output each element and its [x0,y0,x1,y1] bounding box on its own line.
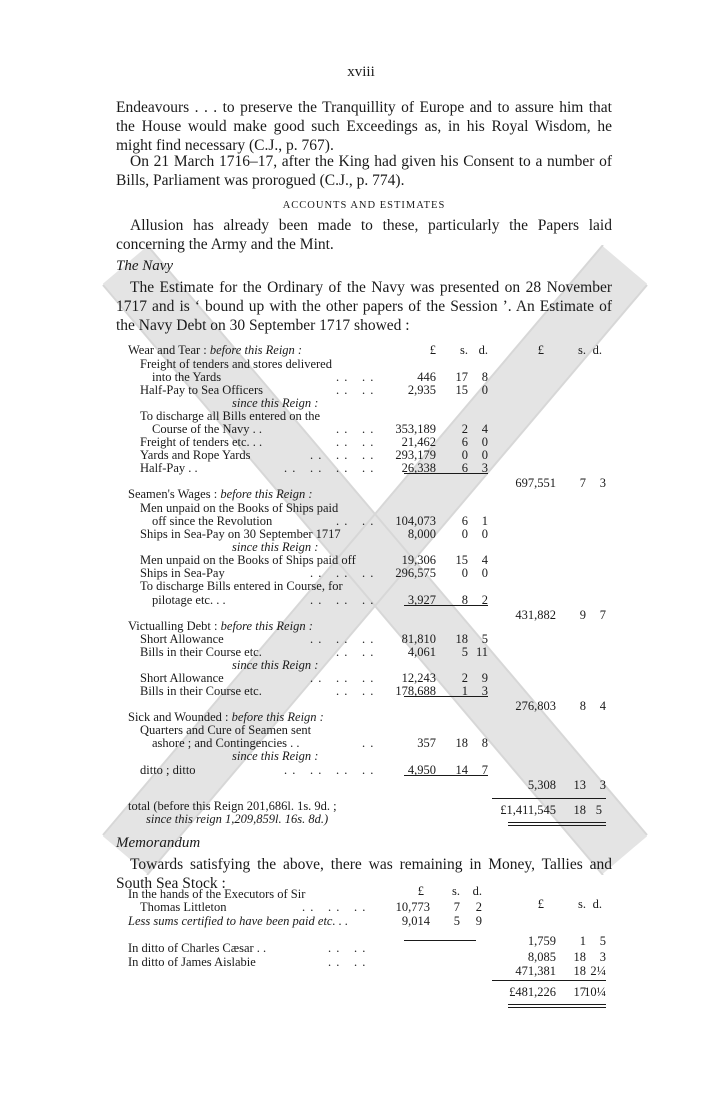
navy-leader-dots: . . [336,370,349,384]
navy-row-pence: 3 [481,461,488,475]
grand-total-label-2: since this reign 1,209,859l. 16s. 8d.) [146,812,329,826]
section-heading: ACCOUNTS AND ESTIMATES [282,200,446,211]
navy-row-pence: 0 [481,527,488,541]
navy-leader-dots: . . [310,632,323,646]
navy-row-text: Short Allowance [140,632,224,646]
navy-row-italic: before this Reign : [220,487,313,501]
memo-subtotal-pounds: 1,759 [527,934,556,948]
navy-leader-dots: . . [336,566,349,580]
navy-leader-dots: . . [362,448,375,462]
navy-row-pounds: 8,000 [407,527,436,541]
memo-total-rule-top [492,980,606,981]
navy-row-pence: 0 [481,435,488,449]
navy-leader-dots: . . [362,566,375,580]
memo-col-head-pound: £ [417,884,424,898]
navy-row-pence: 4 [481,422,488,436]
navy-row-pounds: 4,061 [407,645,436,659]
navy-leader-dots: . . [310,566,323,580]
navy-row-text: pilotage etc. . . [152,593,226,607]
paragraph-2: On 21 March 1716–17, after the King had given his Consent to a number of Bills, Parliament was prorogued (C.J., p. 774). [116,153,612,189]
memo-leader-dots: . . [328,941,341,955]
memo-row-pence: 9 [475,914,482,928]
memo-col-head-pound-total: £ [537,897,544,911]
memo-col-head-shilling: s. [452,884,460,898]
col-head-pence-total: d. [592,343,602,357]
navy-row-pence: 5 [481,632,488,646]
navy-subtotal-shillings: 13 [573,778,586,792]
navy-subtotal-pounds: 276,803 [515,699,556,713]
navy-row-pounds: 293,179 [395,448,436,462]
navy-row-italic: since this Reign : [232,658,319,672]
navy-leader-dots: . . [284,763,297,777]
navy-row-italic: since this Reign : [232,396,319,410]
navy-row-text: Bills in their Course etc. [140,645,262,659]
navy-leader-dots: . . [336,645,349,659]
navy-row-italic: before this Reign : [209,343,303,357]
paragraph-3: Allusion has already been made to these, particularly the Papers laid concerning the Army and the Mint. [116,217,612,253]
memo-subtotal-pounds: 8,085 [527,950,556,964]
memo-row-pounds: 10,773 [395,900,430,914]
col-head-pound: £ [429,343,436,357]
memo-subtotal-shillings: 18 [573,950,586,964]
navy-leader-dots: . . [336,632,349,646]
memo-row-label [140,900,226,915]
navy-row-shillings: 6 [461,461,468,475]
navy-row-pence: 1 [481,514,488,528]
navy-row-shillings: 6 [461,514,468,528]
navy-subtotal-shillings: 9 [579,608,586,622]
navy-row-text: off since the Revolution [152,514,273,528]
memo-col-head-pence-total: d. [592,897,602,911]
navy-leader-dots: . . [336,593,349,607]
col-head-pound-total: £ [537,343,544,357]
memo-leader-dots: . . [302,900,315,914]
navy-row-shillings: 14 [455,763,468,777]
memo-row-shillings: 7 [453,900,460,914]
navy-row-italic: since this Reign : [232,540,319,554]
navy-subtotal-shillings: 7 [579,476,586,490]
navy-subtotal-pounds: 431,882 [515,608,556,622]
navy-row-text: Yards and Rope Yards [140,448,251,462]
navy-row-shillings: 8 [461,593,468,607]
navy-row-text: To discharge Bills entered in Course, for [140,579,343,593]
navy-row-italic: before this Reign : [231,710,324,724]
paragraph-4: The Estimate for the Ordinary of the Navy was presented on 28 November 1717 and is ‘ bound up with the other papers of the Session ’. An Estimate of the Navy Debt on 30 September 1717 showed : [116,279,612,334]
navy-leader-dots: . . [362,383,375,397]
navy-leader-dots: . . [336,435,349,449]
navy-leader-dots: . . [362,645,375,659]
memo-subtotal-pence: 5 [599,934,606,948]
navy-leader-dots: . . [362,461,375,475]
grand-total-pence: 5 [595,803,602,817]
navy-row-pence: 0 [481,383,488,397]
navy-leader-dots: . . [336,763,349,777]
memo-subtotal-shillings: 1 [579,934,586,948]
memo-row-pounds: 9,014 [401,914,430,928]
navy-row-text: Sick and Wounded : [128,710,232,724]
memo-total-rule-double [508,1004,606,1008]
navy-row-shillings: 0 [461,448,468,462]
navy-row-pence: 4 [481,553,488,567]
navy-leader-dots: . . [310,671,323,685]
navy-row-pounds: 446 [417,370,436,384]
navy-heading: The Navy [116,258,174,274]
memo-subtotal-rule [404,940,476,941]
memo-col-head-pence: d. [472,884,482,898]
navy-row-pence: 3 [481,684,488,698]
navy-subtotal-pounds: 5,308 [527,778,556,792]
col-head-shilling: s. [460,343,468,357]
col-head-shilling-total: s. [578,343,586,357]
memo-row-shillings: 5 [453,914,460,928]
navy-row-text: Quarters and Cure of Seamen sent [140,723,312,737]
navy-leader-dots: . . [336,684,349,698]
navy-row-shillings: 6 [461,435,468,449]
memo-total-shillings: 17 [573,985,586,999]
grand-total-shillings: 18 [573,803,586,817]
paragraph-1: Endeavours . . . to preserve the Tranquillity of Europe and to assure him that the House would make good such Exceedings as, in his Royal Wisdom, he might find necessary (C.J., p. 767). [116,99,612,154]
navy-leader-dots: . . [284,461,297,475]
navy-row-shillings: 2 [461,671,468,685]
navy-row-pounds: 19,306 [401,553,436,567]
navy-row-text: into the Yards [152,370,222,384]
navy-row-pounds: 178,688 [395,684,436,698]
memo-subtotal-pence: 3 [599,950,606,964]
navy-row-pounds: 353,189 [395,422,436,436]
memo-leader-dots: . . [354,941,367,955]
navy-leader-dots: . . [336,422,349,436]
memo-subtotal-pounds: 471,381 [515,964,556,978]
navy-row-text: Seamen's Wages : [128,487,221,501]
navy-row-pence: 2 [481,593,488,607]
paragraph-5: Towards satisfying the above, there was remaining in Money, Tallies and South Sea Stock : [116,856,612,892]
navy-row-pence: 7 [481,763,488,777]
navy-row-italic: since this Reign : [232,749,319,763]
navy-row-pounds: 21,462 [401,435,436,449]
memo-total-pence: 10¼ [584,985,606,999]
memo-subtotal-pence: 2¼ [590,964,606,978]
navy-leader-dots: . . [310,593,323,607]
navy-row-text: Half-Pay . . [140,461,198,475]
navy-leader-dots: . . [336,448,349,462]
memo-subtotal-shillings: 18 [573,964,586,978]
memo-row-text: In ditto of James Aislabie [128,955,256,969]
navy-leader-dots: . . [362,632,375,646]
navy-row-text: Freight of tenders and stores delivered [140,357,332,371]
navy-row-pounds: 26,338 [401,461,436,475]
navy-row-shillings: 1 [461,684,468,698]
navy-leader-dots: . . [362,514,375,528]
navy-row-shillings: 15 [455,383,468,397]
navy-row-shillings: 15 [455,553,468,567]
navy-row-pounds: 104,073 [395,514,436,528]
memo-total-pounds: £481,226 [509,985,556,999]
navy-row-italic: before this Reign : [220,619,313,633]
navy-leader-dots: . . [362,763,375,777]
navy-leader-dots: . . [310,448,323,462]
navy-subtotal-pence: 4 [599,699,606,713]
navy-row-text: Course of the Navy . . [152,422,263,436]
memo-row-label [128,941,266,956]
navy-row-shillings: 17 [455,370,468,384]
memo-row-italic: Less sums certified to have been paid etc. . . [128,914,349,928]
navy-row-pounds: 2,935 [407,383,436,397]
navy-row-pence: 0 [481,448,488,462]
navy-row-shillings: 18 [455,736,468,750]
navy-leader-dots: . . [336,514,349,528]
navy-leader-dots: . . [336,671,349,685]
navy-subtotal-pounds: 697,551 [515,476,556,490]
navy-row-text: Men unpaid on the Books of Ships paid [140,501,339,515]
navy-row-text: Victualling Debt : [128,619,221,633]
navy-row-text: To discharge all Bills entered on the [140,409,321,423]
navy-leader-dots: . . [362,435,375,449]
memorandum-heading: Memorandum [116,835,201,851]
navy-row-pence: 9 [481,671,488,685]
memo-leader-dots: . . [354,955,367,969]
navy-row-text: Men unpaid on the Books of Ships paid off [140,553,356,567]
memo-row-text: In ditto of Charles Cæsar . . [128,941,267,955]
navy-leader-dots: . . [362,671,375,685]
memo-row-label [128,955,256,970]
navy-subtotal-pence: 3 [599,476,606,490]
navy-leader-dots: . . [362,736,375,750]
navy-leader-dots: . . [362,422,375,436]
navy-subtotal-pence: 7 [599,608,606,622]
navy-row-text: Half-Pay to Sea Officers [140,383,263,397]
navy-leader-dots: . . [362,370,375,384]
navy-leader-dots: . . [336,461,349,475]
navy-row-text: Short Allowance [140,671,224,685]
navy-row-pounds: 4,950 [407,763,436,777]
navy-row-text: Wear and Tear : [128,343,210,357]
navy-leader-dots: . . [336,383,349,397]
navy-row-text: ditto ; ditto [140,763,196,777]
navy-row-pounds: 3,927 [407,593,436,607]
memo-leader-dots: . . [328,900,341,914]
col-head-pence: d. [478,343,488,357]
memo-row-text: In the hands of the Executors of Sir [128,887,306,901]
navy-row-text: ashore ; and Contingencies . . [152,736,300,750]
memo-row-label [128,914,348,929]
navy-row-pounds: 357 [417,736,436,750]
navy-row-pence: 8 [481,370,488,384]
navy-row-pence: 11 [475,645,488,659]
memo-leader-dots: . . [328,955,341,969]
navy-subtotal-pence: 3 [599,778,606,792]
memo-leader-dots: . . [354,900,367,914]
memo-row-pence: 2 [475,900,482,914]
navy-row-shillings: 18 [455,632,468,646]
navy-row-text: Freight of tenders etc. . . [140,435,263,449]
navy-row-text: Bills in their Course etc. [140,684,262,698]
navy-row-text: Ships in Sea-Pay on 30 September 1717 [140,527,341,541]
navy-leader-dots: . . [310,763,323,777]
navy-row-pence: 8 [481,736,488,750]
navy-row-shillings: 2 [461,422,468,436]
navy-subtotal-shillings: 8 [579,699,586,713]
page-number: xviii [347,64,375,80]
navy-leader-dots: . . [362,684,375,698]
memo-row-text: Thomas Littleton [140,900,227,914]
navy-row-pounds: 296,575 [395,566,436,580]
memo-col-head-shilling-total: s. [578,897,586,911]
navy-leader-dots: . . [310,461,323,475]
navy-row-shillings: 0 [461,566,468,580]
navy-row-pence: 0 [481,566,488,580]
navy-row-shillings: 5 [461,645,468,659]
navy-row-text: Ships in Sea-Pay [140,566,225,580]
navy-row-pounds: 81,810 [401,632,436,646]
grand-total-label-1: total (before this Reign 201,686l. 1s. 9d. ; [128,799,337,813]
navy-leader-dots: . . [362,593,375,607]
navy-row-pounds: 12,243 [401,671,436,685]
grand-total-pounds: £1,411,545 [500,803,556,817]
navy-row-shillings: 0 [461,527,468,541]
